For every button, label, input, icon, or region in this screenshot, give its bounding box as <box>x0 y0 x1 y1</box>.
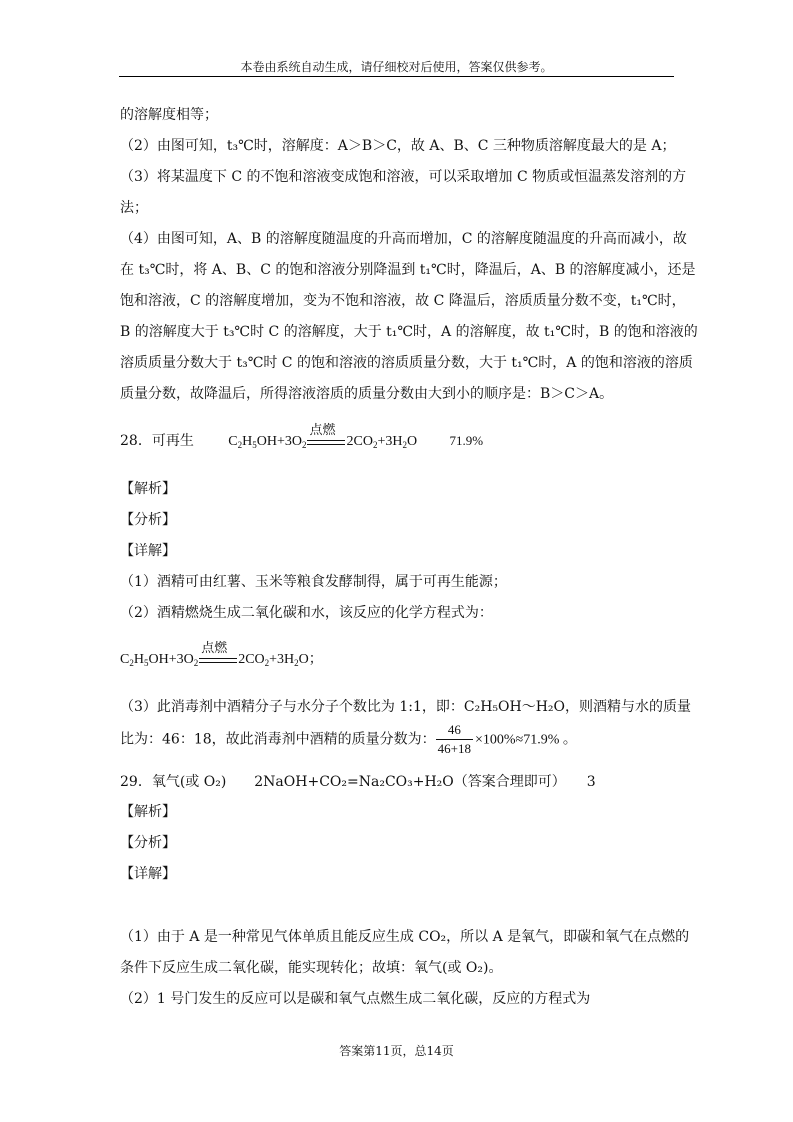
section-fenxi: 【分析】 <box>120 512 176 528</box>
section-jiexi: 【解析】 <box>120 804 176 820</box>
text-line: 法； <box>120 200 148 216</box>
question-29-answer: 29．氧气(或 O₂) 2NaOH+CO₂=Na₂CO₃+H₂O（答案合理即可） 3 <box>120 774 596 790</box>
text-segment: 比为：46：18，故此消毒剂中酒精的质量分数为： <box>120 731 436 748</box>
combustion-equation: $C_2H_5OH+3O_2$ 点燃 $2CO_2+3H_2O$ <box>228 434 417 449</box>
combustion-equation: $C_2H_5OH+3O_2$ 点燃 $2CO_2+3H_2O$ <box>120 652 309 667</box>
text-segment: ×100%≈71.9% 。 <box>474 732 577 748</box>
section-fenxi: 【分析】 <box>120 835 176 851</box>
section-xiangjie: 【详解】 <box>120 866 176 882</box>
text-line: （1）由于 A 是一种常见气体单质且能反应生成 CO₂，所以 A 是氧气，即碳和氧气在点燃的 <box>120 929 690 945</box>
text-line: 饱和溶液，C 的溶解度增加，变为不饱和溶液，故 C 降温后，溶质质量分数不变，t₁℃时， <box>120 293 686 309</box>
page-header: 本卷由系统自动生成，请仔细校对后使用，答案仅供参考。 <box>240 60 553 74</box>
page-footer: 答案第11页，总14页 <box>339 1044 454 1058</box>
question-28-percent: 71.9% <box>449 433 484 448</box>
text-line: 在 t₃℃时，将 A、B、C 的饱和溶液分别降温到 t₁℃时，降温后，A、B 的溶解度减小，还是 <box>120 262 696 278</box>
text-line: （2）由图可知，t₃℃时，溶解度：A＞B＞C，故 A、B、C 三种物质溶解度最大的是 A； <box>120 138 676 154</box>
text-line: 质量分数，故降温后，所得溶液溶质的质量分数由大到小的顺序是：B＞C＞A。 <box>120 386 614 402</box>
header-divider <box>119 76 674 77</box>
text-line: （2）1 号门发生的反应可以是碳和氧气点燃生成二氧化碳，反应的方程式为 <box>120 991 591 1007</box>
text-line: 条件下反应生成二氧化碳，能实现转化；故填：氧气(或 O₂)。 <box>120 960 503 976</box>
reaction-condition: 点燃 <box>201 639 228 655</box>
text-line: B 的溶解度大于 t₃℃时 C 的溶解度，大于 t₁℃时，A 的溶解度，故 t₁℃时，B 的饱和溶液的 <box>120 324 698 340</box>
mass-fraction-line <box>120 722 577 757</box>
reaction-condition: 点燃 <box>309 421 336 437</box>
equation-line <box>120 639 323 668</box>
text-line: （3）此消毒剂中酒精分子与水分子个数比为 1:1，即：C₂H₅OH～H₂O，则酒精与水的质量 <box>120 699 692 715</box>
text-line: （1）酒精可由红薯、玉米等粮食发酵制得，属于可再生能源； <box>120 574 507 590</box>
question-28-label: 28．可再生 <box>120 433 194 449</box>
section-xiangjie: 【详解】 <box>120 543 176 559</box>
text-line: （4）由图可知，A、B 的溶解度随温度的升高而增加，C 的溶解度随温度的升高而减小，故 <box>120 231 687 247</box>
text-line: （2）酒精燃烧生成二氧化碳和水，该反应的化学方程式为： <box>120 605 493 621</box>
section-jiexi: 【解析】 <box>120 481 176 497</box>
fraction <box>436 722 473 757</box>
text-line: （3）将某温度下 C 的不饱和溶液变成饱和溶液，可以采取增加 C 物质或恒温蒸发溶剂的方 <box>120 169 687 185</box>
text-line: 的溶解度相等； <box>120 107 218 123</box>
question-28-answer <box>120 421 484 450</box>
fraction-numerator: 46 <box>436 722 473 740</box>
text-line: 溶质质量分数大于 t₃℃时 C 的饱和溶液的溶质质量分数，大于 t₁℃时，A 的饱和溶液的溶质 <box>120 355 693 371</box>
reaction-arrow <box>307 421 345 449</box>
reaction-arrow <box>199 639 237 667</box>
equation-end: ； <box>308 651 323 667</box>
fraction-denominator: 46+18 <box>437 741 471 756</box>
